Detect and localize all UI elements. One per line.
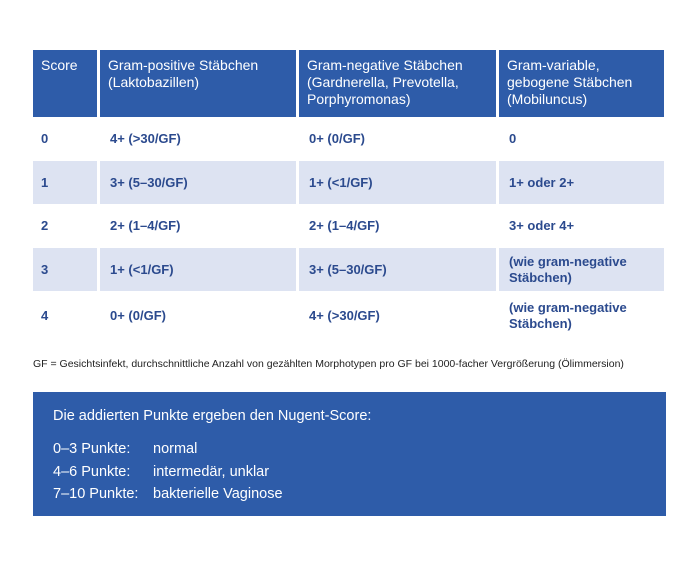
column-header: Gram-positive Stäbchen (Laktobazillen): [100, 50, 296, 117]
column-header: Gram-negative Stäbchen (Gardnerella, Prevotella, Porphyromonas): [299, 50, 496, 117]
summary-item: [53, 438, 646, 461]
summary-label: normal: [153, 441, 198, 457]
summary-item: [53, 461, 646, 484]
table-cell: 1+ (<1/GF): [100, 248, 296, 291]
table-cell: 2+ (1–4/GF): [110, 218, 181, 233]
summary-range: 4–6 Punkte:: [53, 463, 131, 480]
summary-range: 7–10 Punkte:: [53, 486, 139, 502]
score-cell: 0: [41, 131, 49, 146]
nugent-score-table: [33, 50, 666, 338]
summary-label: intermedär, unklar: [153, 463, 270, 480]
score-cell: 2: [41, 218, 49, 233]
table-cell: 2+ (1–4/GF): [309, 218, 380, 233]
table-cell: (wie gram-negative Stäbchen): [499, 248, 664, 291]
summary-box: [33, 392, 666, 516]
summary-label: bakterielle Vaginose: [153, 486, 283, 502]
table-cell: 3+ (5–30/GF): [100, 161, 296, 204]
score-cell: 3: [33, 248, 97, 291]
table-cell: 0+ (0/GF): [110, 307, 166, 323]
footnote: GF = Gesichtsinfekt, durchschnittliche Anzahl von gezählten Morphotypen pro GF bei 1000-facher Vergrößerung (Ölimmersion): [33, 358, 624, 370]
table-cell: 0: [509, 131, 517, 146]
table-cell: 4+ (>30/GF): [309, 307, 380, 323]
table-cell: 1+ oder 2+: [499, 161, 664, 204]
table-cell: 1+ (<1/GF): [299, 161, 496, 204]
table-cell: 3+ oder 4+: [509, 218, 575, 233]
score-cell: 1: [33, 161, 97, 204]
summary-title: Die addierten Punkte ergeben den Nugent-Score:: [53, 408, 372, 424]
column-header: Score: [33, 50, 97, 117]
column-header: Gram-variable, gebogene Stäbchen (Mobiluncus): [499, 50, 664, 117]
table-cell: 3+ (5–30/GF): [299, 248, 496, 291]
summary-range: 0–3 Punkte:: [53, 441, 131, 457]
table-cell: (wie gram-negative Stäbchen): [509, 299, 627, 331]
table-cell: 0+ (0/GF): [309, 131, 365, 146]
score-cell: 4: [41, 307, 49, 323]
summary-item: [53, 483, 646, 506]
table-cell: 4+ (>30/GF): [110, 131, 181, 146]
